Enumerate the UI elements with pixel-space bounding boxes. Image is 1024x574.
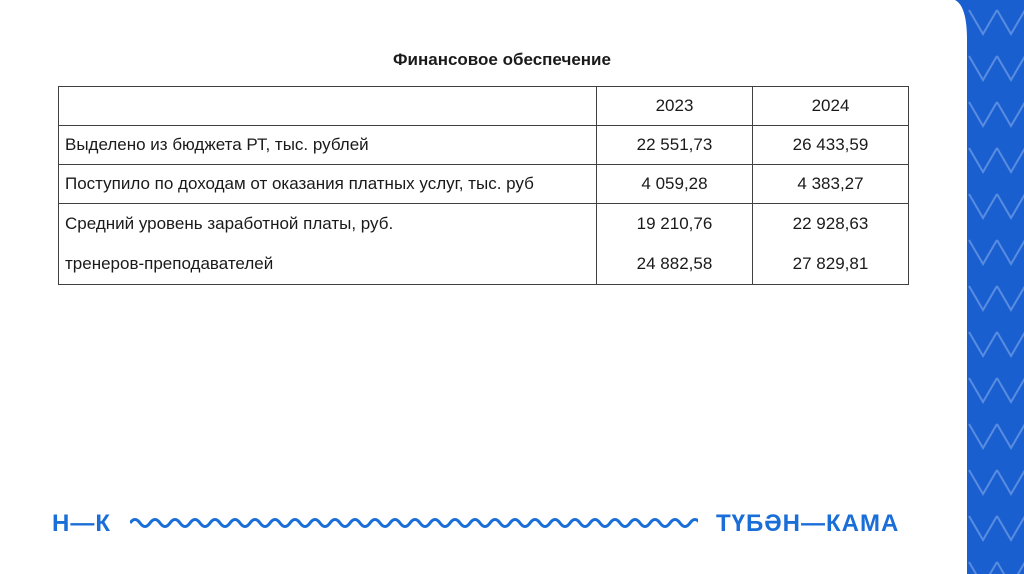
value-2024-coach: 27 829,81 [792, 254, 869, 273]
triangle-pattern-icon [955, 0, 1024, 574]
table-cell [597, 204, 753, 285]
table-cell [753, 204, 909, 285]
table-cell: 4 059,28 [597, 165, 753, 204]
table-row [59, 126, 909, 165]
table-cell: 22 551,73 [597, 126, 753, 165]
logo-nk: Н—К [52, 510, 111, 537]
table-cell: Выделено из бюджета РТ, тыс. рублей [59, 126, 597, 165]
value-2023-coach: 24 882,58 [636, 254, 713, 273]
table-header-cell [59, 87, 597, 126]
coach-label: тренеров-преподавателей [65, 254, 274, 273]
table-cell: 26 433,59 [753, 126, 909, 165]
table-header-cell: 2023 [597, 87, 753, 126]
table-header-cell: 2024 [753, 87, 909, 126]
table-row [59, 204, 909, 285]
table-header-row [59, 87, 909, 126]
salary-label: Средний уровень заработной платы, руб. [65, 214, 394, 233]
finance-table [58, 86, 909, 285]
wave-divider-icon [130, 513, 698, 533]
value-2023-salary: 19 210,76 [636, 214, 713, 233]
value-2024-salary: 22 928,63 [792, 214, 869, 233]
side-pattern-band [955, 0, 1024, 574]
logo-tuben-kama: ТҮБӘН—КАМА [716, 510, 900, 537]
table-row [59, 165, 909, 204]
table-cell: 4 383,27 [753, 165, 909, 204]
table-cell [59, 204, 597, 285]
table-cell: Поступило по доходам от оказания платных услуг, тыс. руб [59, 165, 597, 204]
page-title: Финансовое обеспечение [393, 50, 611, 69]
